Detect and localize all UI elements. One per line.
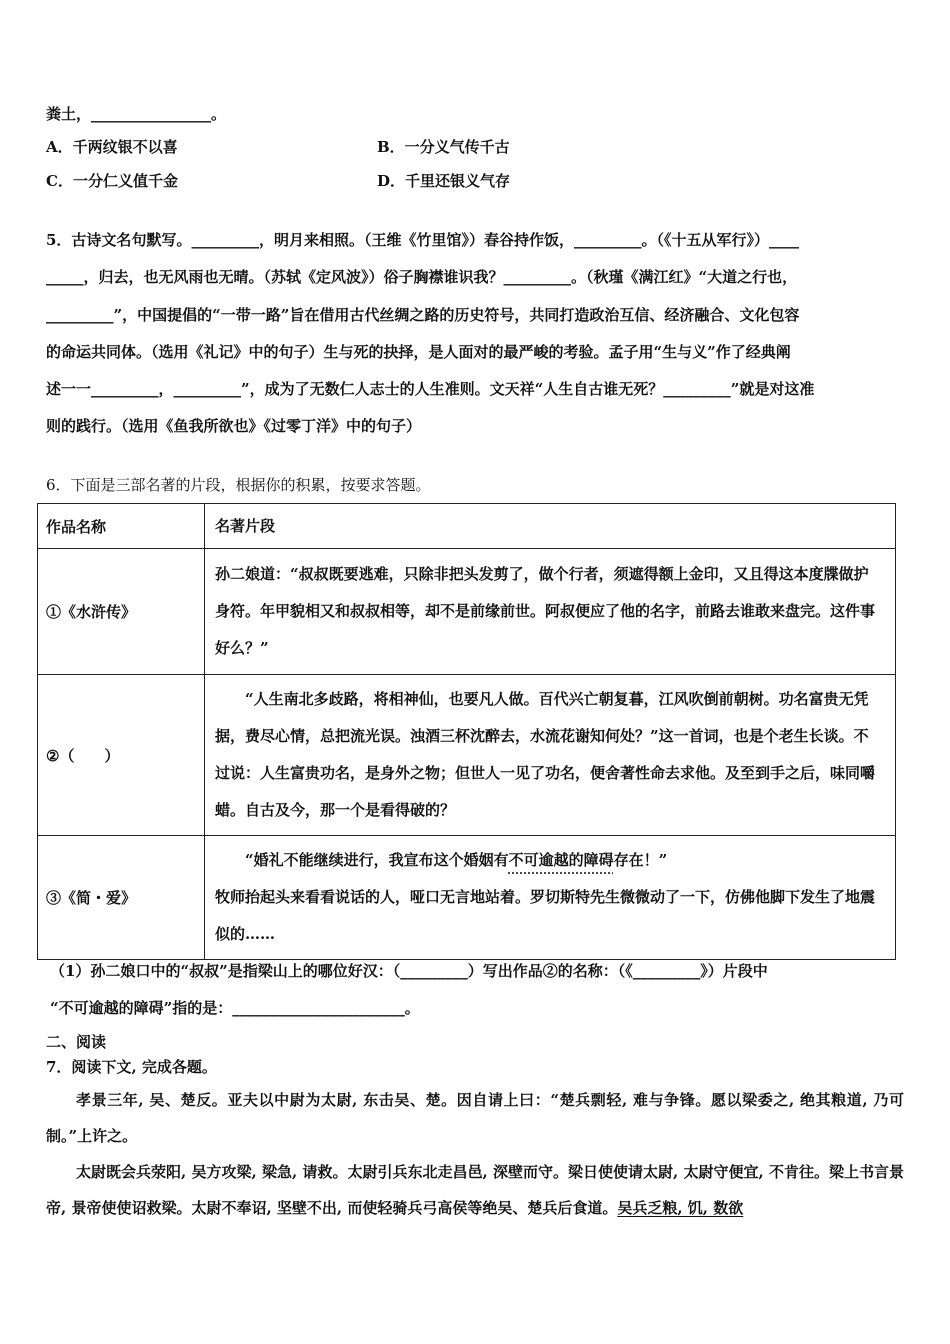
- q5-line-5: 述一一_________，_________”，成为了无数仁人志士的人生准则。文天祥“人生自古谁无死？_________”就是对这准: [46, 380, 815, 398]
- row-3-excerpt-line-1: [215, 842, 883, 879]
- header-work-name: 作品名称: [38, 504, 205, 549]
- table-row: [38, 836, 896, 960]
- row-3-work: ③《简・爱》: [38, 836, 205, 960]
- q6-sub1-line-1: （1）孙二娘口中的“叔叔”是指梁山上的哪位好汉：（_________）写出作品②的名称：（《_________》）片段中: [50, 962, 768, 980]
- row-1-excerpt: 孙二娘道：“叔叔既要逃难，只除非把头发剪了，做个行者，须遮得额上金印，又且得这本度牒做护身符。年甲貌相又和叔叔相等，却不是前缘前世。阿叔便应了他的名字，前路去谁敢来盘完。这件事好么？”: [205, 549, 896, 675]
- q6-sub1-line-2: “不可逾越的障碍”指的是：_______________________。: [50, 999, 420, 1017]
- q7-intro: 7．阅读下文, 完成各题。: [46, 1058, 217, 1076]
- row-1-work: ①《水浒传》: [38, 549, 205, 675]
- q7-p2-text: 太尉既会兵荥阳, 吴方攻梁, 梁急, 请救。太尉引兵东北走昌邑, 深壁而守。梁日使使请太尉, 太尉守便宜, 不肯往。梁上书言景帝, 景帝使使诏救梁。太尉不奉诏, 坚壁不出, 而使轻骑兵弓高侯等绝吴、楚兵后食道。: [46, 1163, 904, 1217]
- q4-option-a: A．千两纹银不以喜: [46, 138, 178, 156]
- q4-tail: 粪土，________________。: [46, 105, 227, 123]
- q4-option-c: C．一分仁义值千金: [46, 172, 178, 190]
- section-title-reading: 二、阅读: [46, 1033, 107, 1051]
- q6-intro: 6．下面是三部名著的片段，根据你的积累，按要求答题。: [46, 476, 431, 494]
- header-excerpt: 名著片段: [205, 504, 896, 549]
- row-3-excerpt-line-2: 牧师抬起头来看看说话的人，哑口无言地站着。罗切斯特先生微微动了一下，仿佛他脚下发生了地震似的……: [215, 888, 876, 943]
- q4-option-b: B．一分义气传千古: [377, 138, 510, 156]
- row-3-post: 存在！”: [613, 851, 668, 869]
- q4-option-d: D．千里还银义气存: [377, 172, 511, 190]
- row-3-dotted-phrase: 不可逾越的障碍: [508, 851, 614, 869]
- table-header-row: [38, 504, 896, 549]
- q5-line-1: 5．古诗文名句默写。_________，明月来相照。（王维《竹里馆》）春谷持作饭，_________。（《十五从军行》）____: [46, 231, 799, 249]
- row-2-excerpt: “人生南北多歧路，将相神仙，也要凡人做。百代兴亡朝复暮，江风吹倒前朝树。功名富贵无凭据，费尽心情，总把流光误。浊酒三杯沈醉去，水流花谢知何处？”这一首词，也是个老生长谈。不过说：人生富贵功名，是身外之物；但世人一见了功名，便舍著性命去求他。及至到手之后，味同嚼蜡。自古及今，那一个是看得破的？: [205, 675, 896, 836]
- q5-line-6: 则的践行。（选用《鱼我所欲也》《过零丁洋》中的句子）: [46, 417, 422, 435]
- q7-paragraph-2: [46, 1154, 904, 1226]
- q7-paragraph-1: 孝景三年, 吴、楚反。亚夫以中尉为太尉, 东击吴、楚。因自请上曰：“楚兵剽轻, 难与争锋。愿以梁委之, 绝其粮道, 乃可制。”上许之。: [46, 1091, 904, 1145]
- table-row: [38, 549, 896, 675]
- row-2-work: ②（ ）: [38, 675, 205, 836]
- table-row: [38, 675, 896, 836]
- row-3-excerpt: [205, 836, 896, 960]
- row-3-pre: “婚礼不能继续进行，我宣布这个婚姻有: [245, 851, 509, 869]
- works-table: [37, 503, 896, 960]
- q5-line-2: _____，归去，也无风雨也无晴。（苏轼《定风波》）俗子胸襟谁识我？_________。（秋瑾《满江红》“大道之行也，: [46, 268, 798, 286]
- q5-line-4: 的命运共同体。（选用《礼记》中的句子）生与死的抉择，是人面对的最严峻的考验。孟子用“生与义”作了经典阐: [46, 343, 791, 361]
- q7-p2-underlined: 吴兵乏粮, 饥, 数欲: [617, 1199, 744, 1217]
- q5-line-3: _________”，中国提倡的“一带一路”旨在借用古代丝绸之路的历史符号，共同打造政治互信、经济融合、文化包容: [46, 306, 800, 324]
